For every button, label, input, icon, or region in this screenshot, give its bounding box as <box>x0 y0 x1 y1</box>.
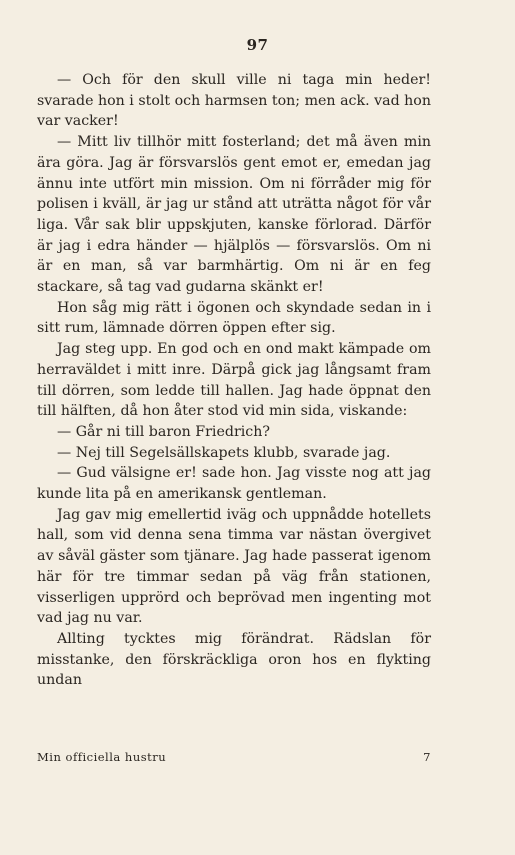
paragraph: Hon såg mig rätt i ögonen och skyndade sedan in i sitt rum, lämnade dörren öppen efter sig. <box>37 299 431 337</box>
paragraph: Allting tycktes mig förändrat. Rädslan för misstanke, den förskräckliga oron hos en flykting undan <box>37 630 431 689</box>
paragraph: Jag gav mig emellertid iväg och uppnådde hotellets hall, som vid denna sena timma var nästan övergivet av såväl gäster som tjänare. Jag hade passerat igenom här för tre timmar sedan på väg från stationen, visserligen upprörd och beprövad men ingenting mot vad jag nu var. <box>37 506 431 627</box>
body-text <box>37 70 431 691</box>
page-number: 97 <box>246 36 269 54</box>
paragraph: — Mitt liv tillhör mitt fosterland; det må även min ära göra. Jag är försvarslös gent emot er, emedan jag ännu inte utfört min mission. Om ni förråder mig för polisen i kväll, är jag ur stånd att uträtta något för vår liga. Vår sak blir uppskjuten, kanske förlorad. Därför är jag i edra händer — hjälplös — försvarslös. Om ni är en man, så var barmhärtig. Om ni är en feg stackare, så tag vad gudarna skänkt er! <box>37 134 431 296</box>
paragraph: Jag steg upp. En god och en ond makt kämpade om herraväldet i mitt inre. Därpå gick jag långsamt fram till dörren, som ledde till hallen. Jag hade öppnat den till hälften, då hon åter stod vid min sida, viskande: <box>37 341 431 420</box>
footer-book-title: Min officiella hustru <box>37 750 167 764</box>
paragraph: — Och för den skull ville ni taga min heder! svarade hon i stolt och harmsen ton; men ack. vad hon var vacker! <box>37 72 431 130</box>
paragraph: — Går ni till baron Friedrich? <box>57 423 270 440</box>
paragraph: — Gud välsigne er! sade hon. Jag visste nog att jag kunde lita på en amerikansk gentleman. <box>37 465 431 503</box>
page-footer <box>37 750 431 764</box>
paragraph: — Nej till Segelsällskapets klubb, svarade jag. <box>57 444 391 461</box>
footer-signature-mark: 7 <box>423 750 431 764</box>
